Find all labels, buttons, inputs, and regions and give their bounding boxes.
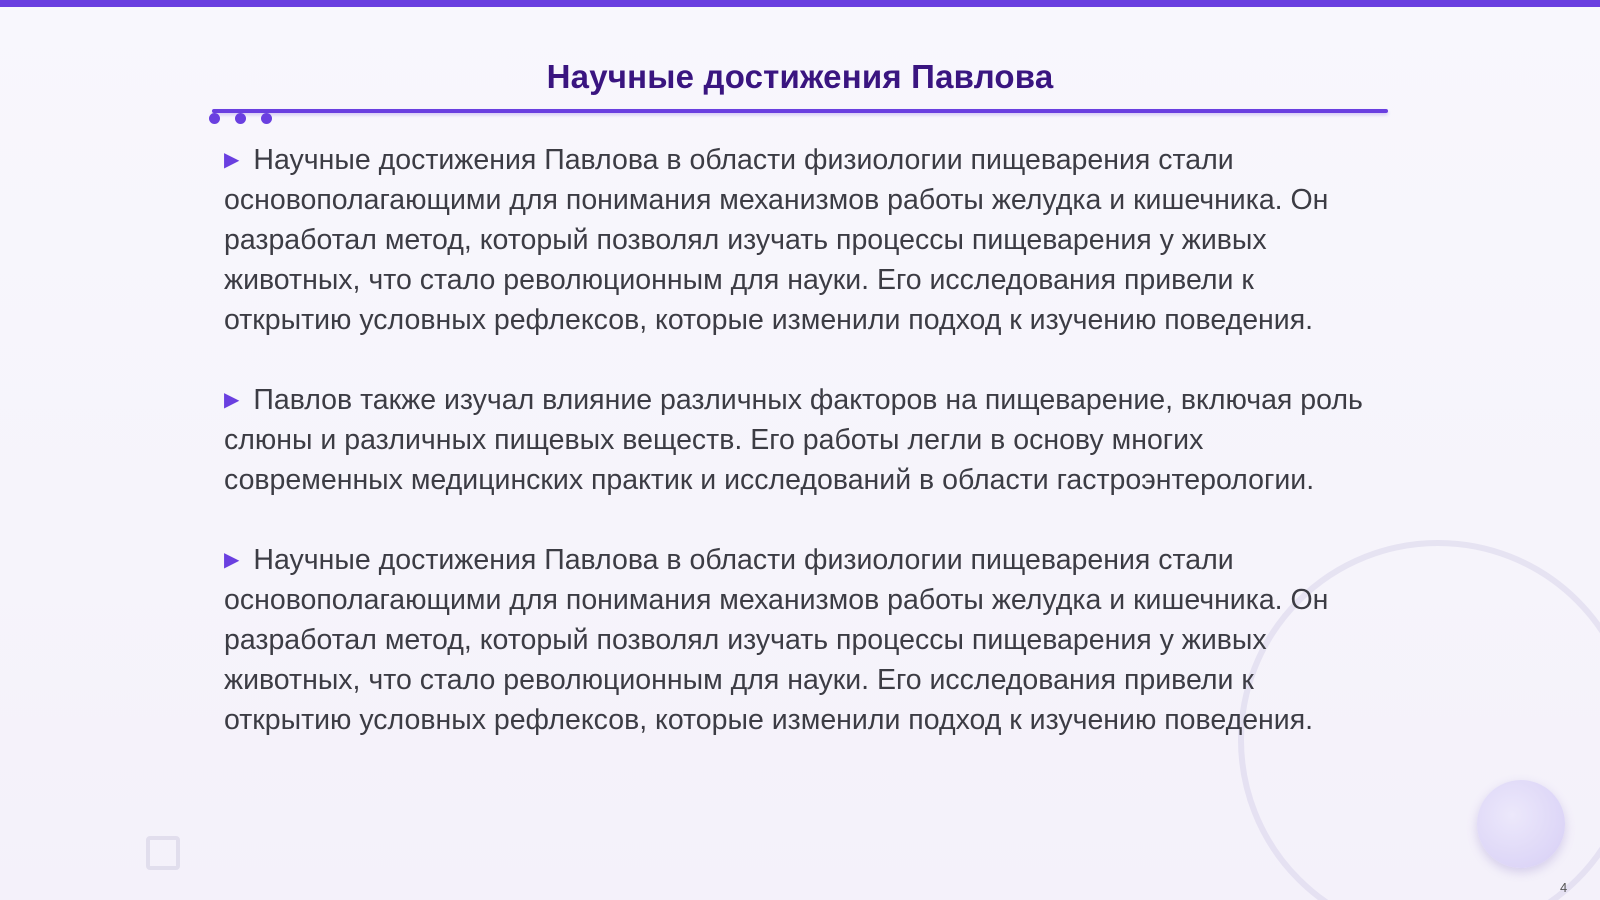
title-underline — [212, 109, 1388, 113]
page-number: 4 — [1560, 880, 1568, 895]
bullet-text: Павлов также изучал влияние различных факторов на пищеварение, включая роль слюны и различных пищевых веществ. Его работы легли в основу многих современных медицинских практик и исследований в области гастроэнтерологии. — [224, 384, 1363, 496]
bullet-paragraph — [224, 540, 1374, 740]
decorative-dot — [235, 113, 246, 124]
top-accent-bar — [0, 0, 1600, 7]
decorative-circle — [1477, 780, 1565, 868]
decorative-dot — [209, 113, 220, 124]
decorative-dot — [261, 113, 272, 124]
bullet-list — [224, 140, 1374, 780]
bullet-paragraph — [224, 140, 1374, 340]
decorative-square — [146, 836, 180, 870]
triangle-right-icon: ▶ — [224, 549, 240, 571]
triangle-right-icon: ▶ — [224, 149, 240, 171]
slide-title: Научные достижения Павлова — [546, 58, 1054, 95]
bullet-paragraph — [224, 380, 1374, 500]
bullet-text: Научные достижения Павлова в области физиологии пищеварения стали основополагающими для понимания механизмов работы желудка и кишечника. Он разработал метод, который позволял изучать процессы пищеварения у живых животных, что стало революционным для науки. Его исследования привели к открытию условных рефлексов, которые изменили подход к изучению поведения. — [224, 544, 1329, 736]
bullet-text: Научные достижения Павлова в области физиологии пищеварения стали основополагающими для понимания механизмов работы желудка и кишечника. Он разработал метод, который позволял изучать процессы пищеварения у живых животных, что стало революционным для науки. Его исследования привели к открытию условных рефлексов, которые изменили подход к изучению поведения. — [224, 144, 1329, 336]
triangle-right-icon: ▶ — [224, 389, 240, 411]
